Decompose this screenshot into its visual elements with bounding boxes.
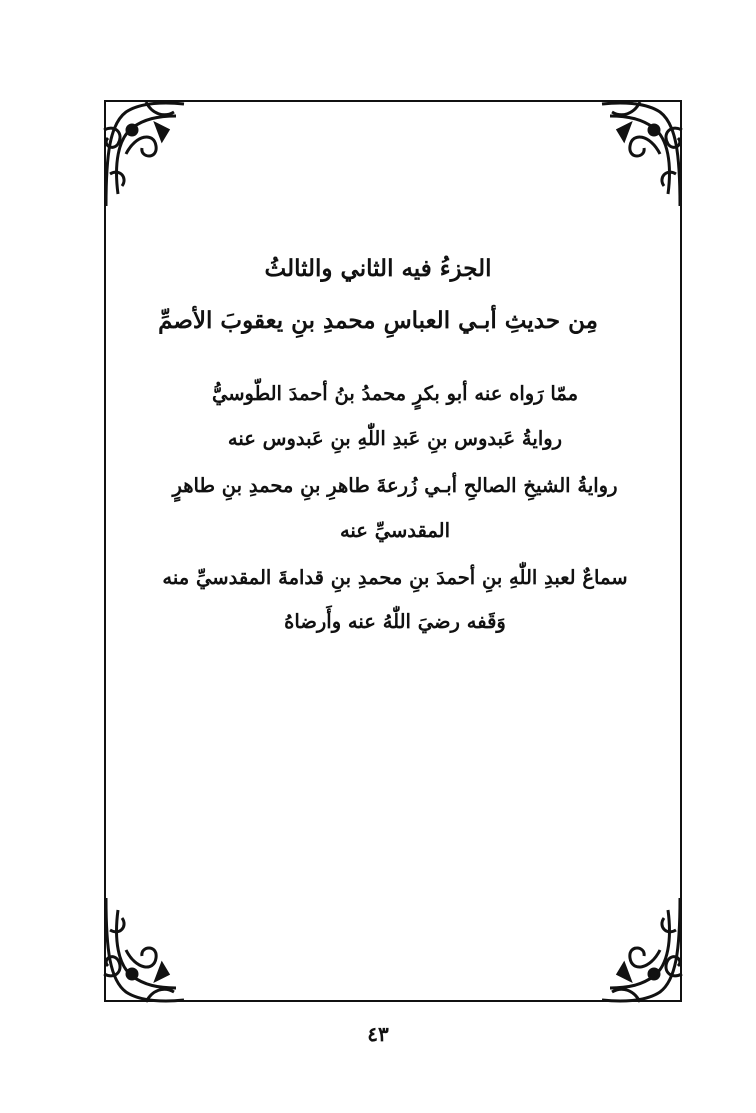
heading-line-1: الجزءُ فيه الثاني والثالثُ (264, 255, 492, 282)
page-number: ٤٣ (367, 1022, 389, 1046)
transmission-line: روايةُ الشيخِ الصالحِ أبـي زُرعةَ طاهرِ بنِ محمدِ بنِ طاهرٍ (172, 474, 618, 497)
corner-ornament-icon (96, 94, 188, 212)
transmission-line: سماعٌ لعبدِ اللّٰهِ بنِ أحمدَ بنِ محمدِ بنِ قدامةَ المقدسيِّ منه (162, 566, 628, 589)
heading-line-2: مِن حديثِ أبـي العباسِ محمدِ بنِ يعقوبَ الأصمِّ (158, 307, 598, 334)
transmission-line: المقدسيِّ عنه (339, 519, 451, 542)
corner-ornament-icon (598, 94, 690, 212)
transmission-line: وَقَفه رضيَ اللّٰهُ عنه وأَرضاهُ (284, 610, 506, 633)
transmission-line: روايةُ عَبدوس بنِ عَبدِ اللّٰهِ بنِ عَبدوس عنه (227, 427, 563, 450)
corner-ornament-icon (96, 892, 188, 1010)
page-border-frame (104, 100, 682, 1002)
transmission-line: ممّا رَواه عنه أبو بكرٍ محمدُ بنُ أحمدَ الطّوسيُّ (211, 382, 579, 405)
corner-ornament-icon (598, 892, 690, 1010)
